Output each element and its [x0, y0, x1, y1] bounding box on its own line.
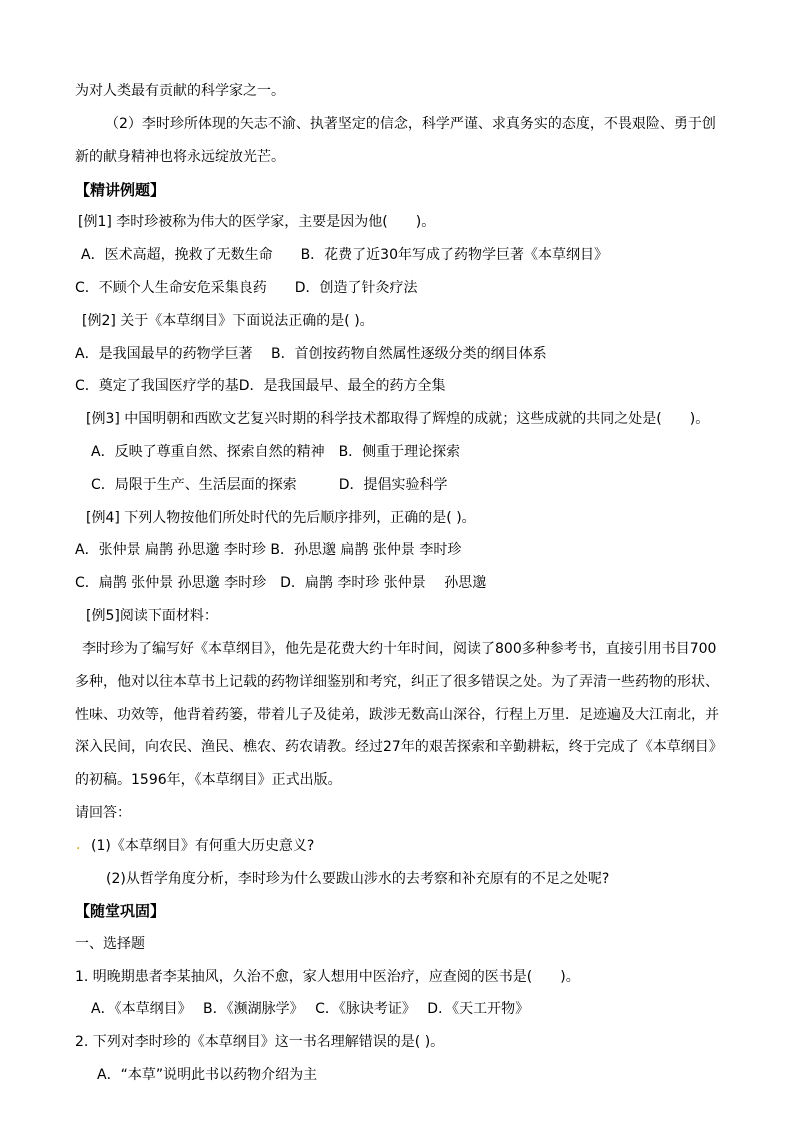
answer-option: A．《本草纲目》 B．《濒湖脉学》 C．《脉诀考证》 D．《天工开物》: [91, 1001, 530, 1017]
example-question: [例1] 李时珍被称为伟大的医学家，主要是因为他( )。: [78, 214, 436, 230]
stray-mark: .: [76, 837, 81, 853]
answer-option: A．张仲景 扁鹊 孙思邈 李时珍 B．孙思邈 扁鹊 张仲景 李时珍: [75, 542, 462, 558]
reading-passage: 深入民间，向农民、渔民、樵农、药农请教。经过27年的艰苦探索和辛勤耕耘，终于完成了《本草纲目》: [75, 739, 723, 755]
answer-option: A．“本草”说明此书以药物介绍为主: [97, 1067, 318, 1083]
reading-passage: 李时珍为了编写好《本草纲目》，他先是花费大约十年时间，阅读了800多种参考书，直接引用书目700: [82, 641, 717, 657]
answer-option: A．是我国最早的药物学巨著 B．首创按药物自然属性逐级分类的纲目体系: [75, 346, 547, 362]
sub-question: (1)《本草纲目》有何重大历史意义?: [91, 838, 315, 854]
prompt-label: 请回答：: [75, 805, 131, 821]
text-line: （2）李时珍所体现的矢志不渝、执著坚定的信念，科学严谨、求真务实的态度，不畏艰险、勇于创: [105, 116, 716, 132]
answer-option: A．反映了尊重自然、探索自然的精神 B．侧重于理论探索: [91, 444, 461, 460]
section-heading: 【精讲例题】: [75, 181, 166, 199]
answer-option: C．局限于生产、生活层面的探索 D．提倡实验科学: [91, 477, 448, 493]
section-heading: 【随堂巩固】: [75, 902, 166, 920]
section-subheading: 一、选择题: [75, 936, 145, 952]
answer-option: C．不顾个人生命安危采集良药 D．创造了针灸疗法: [75, 280, 418, 296]
text-line: 为对人类最有贡献的科学家之一。: [75, 83, 285, 99]
example-question: [例3] 中国明朝和西欧文艺复兴时期的科学技术都取得了辉煌的成就；这些成就的共同之处是( )。: [86, 411, 710, 427]
example-question: [例5]阅读下面材料：: [86, 608, 218, 624]
text-line: 新的献身精神也将永远绽放光芒。: [75, 149, 285, 165]
example-question: [例4] 下列人物按他们所处时代的先后顺序排列，正确的是( )。: [86, 510, 476, 526]
example-question: [例2] 关于《本草纲目》下面说法正确的是( )。: [82, 313, 374, 329]
answer-option: C．奠定了我国医疗学的基D．是我国最早、最全的药方全集: [75, 378, 446, 394]
answer-option: A．医术高超，挽救了无数生命 B．花费了近30年写成了药物学巨著《本草纲目》: [81, 247, 608, 263]
answer-option: C．扁鹊 张仲景 孙思邈 李时珍 D．扁鹊 李时珍 张仲景 孙思邈: [75, 575, 487, 591]
practice-question: 1. 明晚期患者李某抽风，久治不愈，家人想用中医治疗，应查阅的医书是( )。: [75, 969, 580, 985]
reading-passage: 性味、功效等，他背着药篓，带着儿子及徒弟，跋涉无数高山深谷，行程上万里．足迹遍及大江南北，并: [75, 707, 719, 723]
reading-passage: 多种，他对以往本草书上记载的药物详细鉴别和考究，纠正了很多错误之处。为了弄清一些药物的形状、: [75, 674, 719, 690]
reading-passage: 的初稿。1596年，《本草纲目》正式出版。: [75, 772, 342, 788]
sub-question: (2)从哲学角度分析，李时珍为什么要跋山涉水的去考察和补充原有的不足之处呢?: [106, 871, 610, 887]
practice-question: 2. 下列对李时珍的《本草纲目》这一书名理解错误的是( )。: [75, 1034, 445, 1050]
